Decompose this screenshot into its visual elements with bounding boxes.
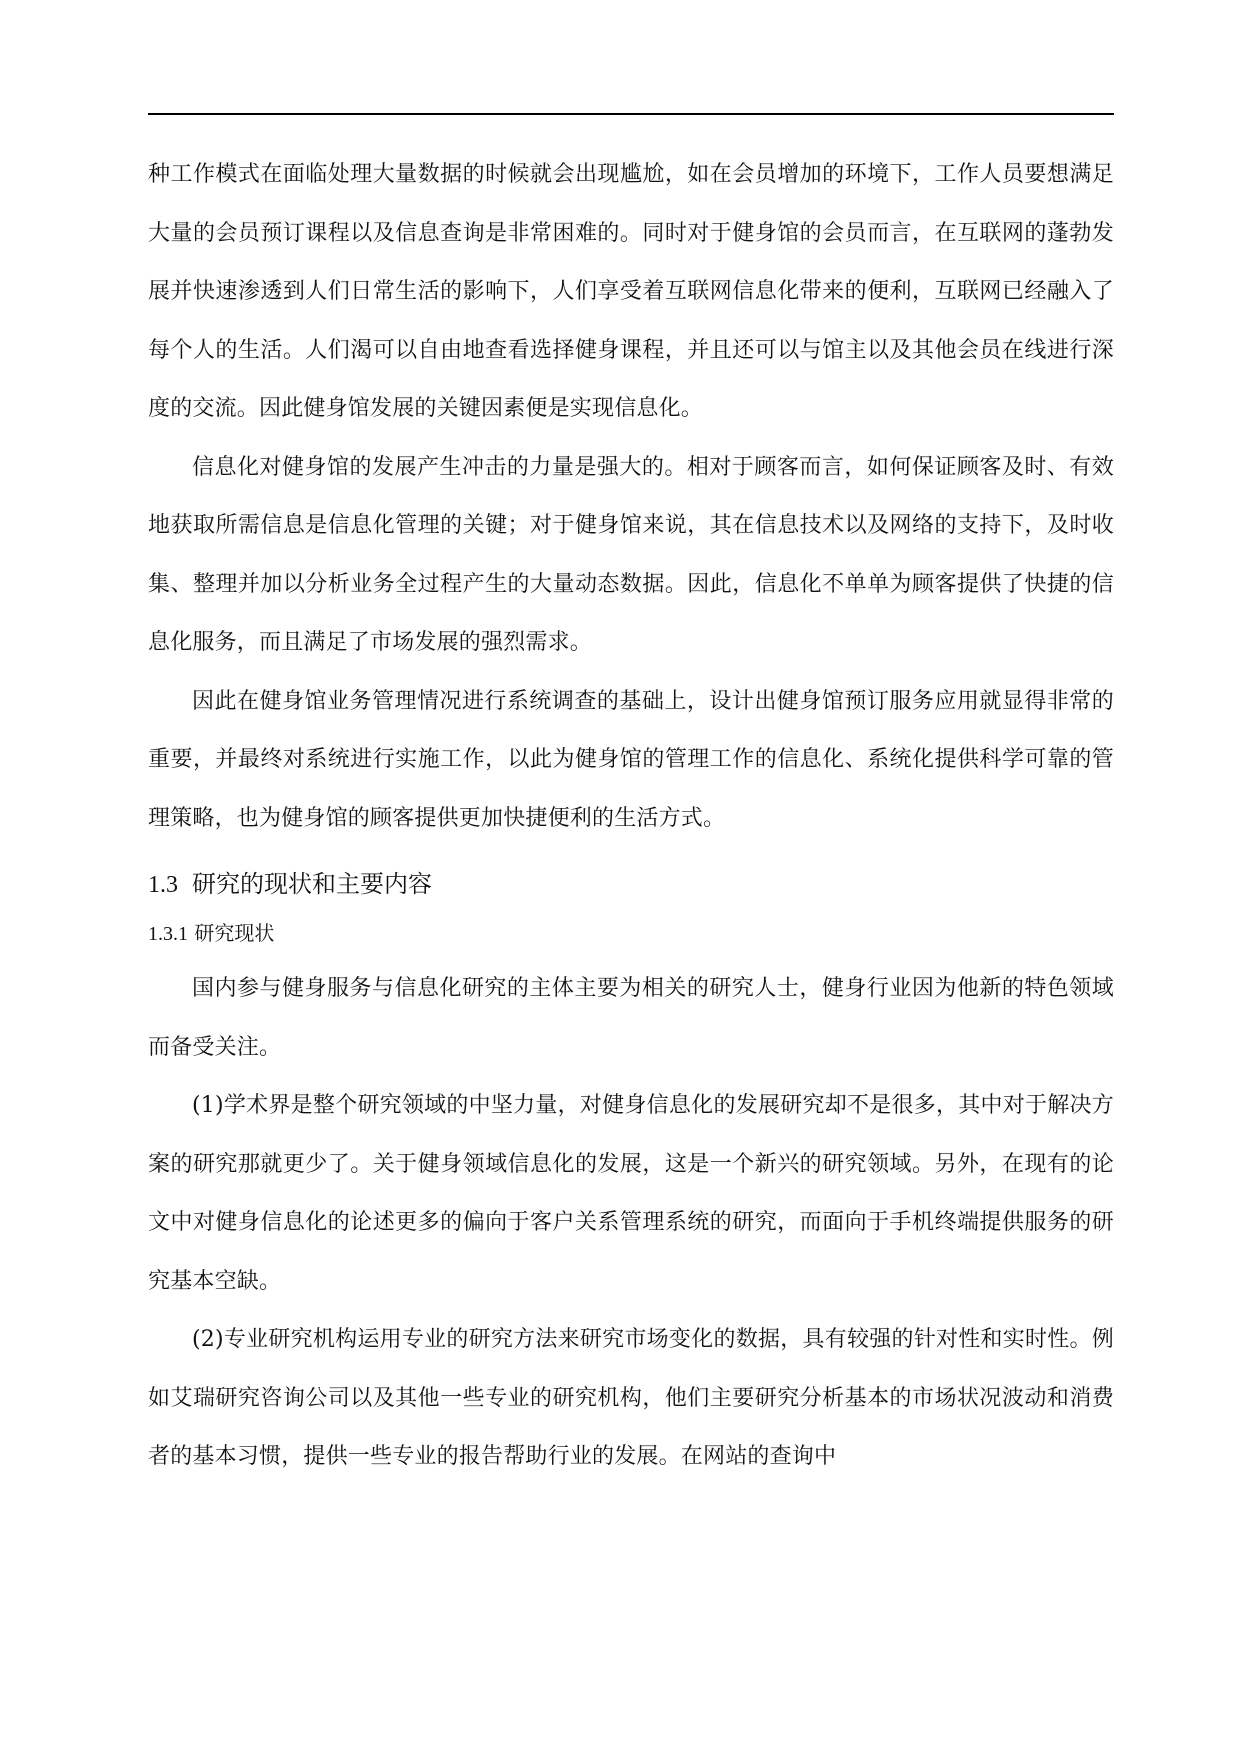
paragraph-informatization-impact: 信息化对健身馆的发展产生冲击的力量是强大的。相对于顾客而言，如何保证顾客及时、有效地获取所需信息是信息化管理的关键；对于健身馆来说，其在信息技术以及网络的支持下，及时收集、整理并加以分析业务全过程产生的大量动态数据。因此，信息化不单单为顾客提供了快捷的信息化服务，而且满足了市场发展的强烈需求。 [148,454,1114,655]
paragraph-professional-institutions: (2)专业研究机构运用专业的研究方法来研究市场变化的数据，具有较强的针对性和实时性。例如艾瑞研究咨询公司以及其他一些专业的研究机构，他们主要研究分析基本的市场状况波动和消费者的基本习惯，提供一些专业的报告帮助行业的发展。在网站的查询中 [148,1327,1114,1469]
header-rule [148,113,1114,115]
paragraph-continued: 种工作模式在面临处理大量数据的时候就会出现尴尬，如在会员增加的环境下，工作人员要想满足大量的会员预订课程以及信息查询是非常困难的。同时对于健身馆的会员而言，在互联网的蓬勃发展并快速渗透到人们日常生活的影响下，人们享受着互联网信息化带来的便利，互联网已经融入了每个人的生活。人们渴可以自由地查看选择健身课程，并且还可以与馆主以及其他会员在线进行深度的交流。因此健身馆发展的关键因素便是实现信息化。 [148,162,1114,421]
paragraph-system-design: 因此在健身馆业务管理情况进行系统调查的基础上，设计出健身馆预订服务应用就显得非常的重要，并最终对系统进行实施工作，以此为健身馆的管理工作的信息化、系统化提供科学可靠的管理策略，也为健身馆的顾客提供更加快捷便利的生活方式。 [148,688,1114,831]
section-number: 1.3 [148,872,178,898]
paragraph-domestic-research: 国内参与健身服务与信息化研究的主体主要为相关的研究人士，健身行业因为他新的特色领域而备受关注。 [148,976,1114,1060]
section-title: 研究的现状和主要内容 [192,870,432,898]
paragraph-academic-research: (1)学术界是整个研究领域的中坚力量，对健身信息化的发展研究却不是很多，其中对于解决方案的研究那就更少了。关于健身领域信息化的发展，这是一个新兴的研究领域。另外，在现有的论文中对健身信息化的论述更多的偏向于客户关系管理系统的研究，而面向于手机终端提供服务的研究基本空缺。 [148,1093,1114,1294]
document-body [148,146,1114,1487]
subsection-title: 研究现状 [194,921,275,945]
subsection-heading [148,913,1114,954]
subsection-number: 1.3.1 [148,923,188,945]
section-heading [148,860,1114,909]
